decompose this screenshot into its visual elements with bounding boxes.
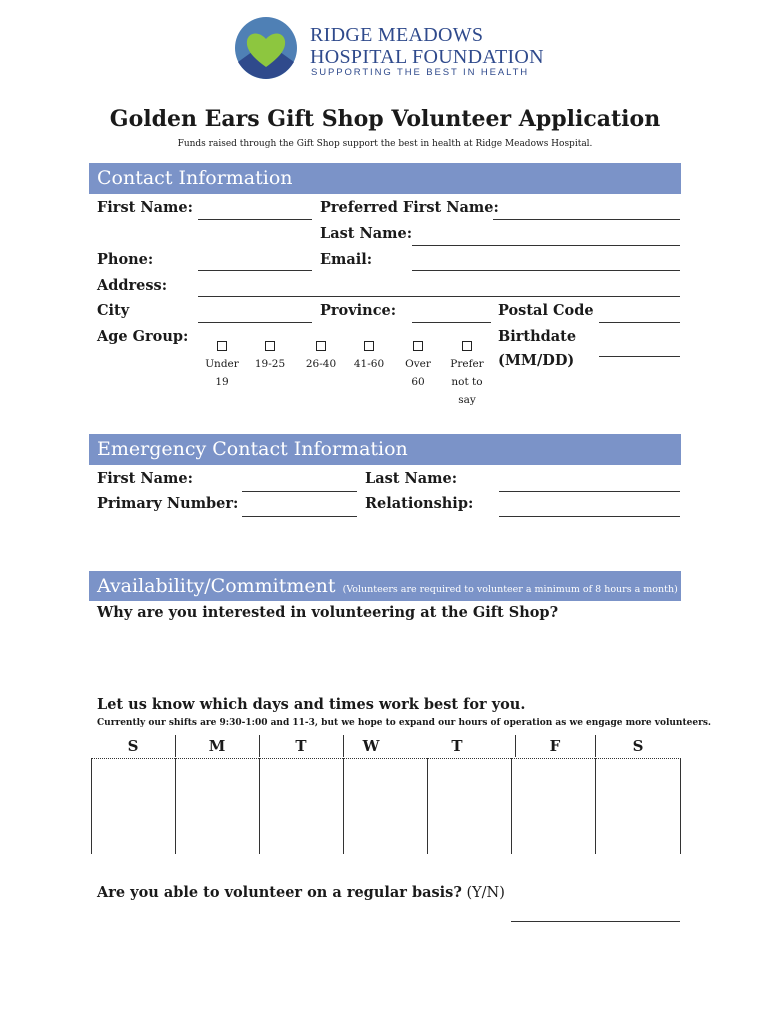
phone-label: Phone: [97, 251, 154, 268]
preferred-first-name-field[interactable] [493, 219, 680, 220]
postal-code-label: Postal Code [498, 302, 594, 319]
age-19-25-checkbox[interactable] [265, 341, 275, 351]
grid-header-divider [343, 735, 344, 757]
day-header-sunday: S [127, 737, 139, 755]
shifts-note: Currently our shifts are 9:30-1:00 and 11-3, but we hope to expand our hours of operation as we engage more volunteers. [97, 718, 712, 728]
age-41-60-checkbox[interactable] [364, 341, 374, 351]
availability-cell-saturday[interactable] [596, 759, 680, 854]
age-prefer-not-to-say-checkbox[interactable] [462, 341, 472, 351]
availability-section-title: Availability/Commitment [97, 575, 336, 597]
primary-number-field[interactable] [242, 516, 357, 517]
grid-header-divider [595, 735, 596, 757]
regular-basis-question-text: Are you able to volunteer on a regular basis? [97, 884, 462, 901]
primary-number-label: Primary Number: [97, 495, 239, 512]
age-option-under-19 [198, 355, 246, 391]
age-26-40-checkbox[interactable] [316, 341, 326, 351]
age-option-text: say [458, 394, 476, 406]
regular-basis-answer-field[interactable] [511, 921, 680, 922]
availability-cell-wednesday[interactable] [344, 759, 427, 854]
birthdate-field[interactable] [599, 356, 680, 357]
age-option-text: Prefer [450, 358, 484, 370]
age-option-19-25 [246, 355, 294, 373]
availability-cell-tuesday[interactable] [260, 759, 343, 854]
email-field[interactable] [412, 270, 680, 271]
grid-header-divider [259, 735, 260, 757]
age-option-26-40 [297, 355, 345, 373]
age-option-text: Over [405, 358, 431, 370]
age-option-text: not to [451, 376, 483, 388]
city-field[interactable] [198, 322, 312, 323]
availability-cell-monday[interactable] [176, 759, 259, 854]
age-group-label: Age Group: [97, 328, 189, 345]
relationship-field[interactable] [499, 516, 680, 517]
birthdate-format-label: (MM/DD) [498, 352, 575, 369]
interest-question: Why are you interested in volunteering at the Gift Shop? [97, 604, 559, 621]
grid-header-divider [515, 735, 516, 757]
page-title: Golden Ears Gift Shop Volunteer Application [109, 106, 661, 132]
regular-basis-question [97, 884, 505, 901]
availability-section-header [89, 571, 681, 601]
first-name-field[interactable] [198, 219, 312, 220]
age-option-text: 26-40 [305, 358, 337, 370]
preferred-first-name-label: Preferred First Name: [320, 199, 499, 216]
logo-name-line1: RIDGE MEADOWS [310, 24, 484, 46]
province-field[interactable] [412, 322, 491, 323]
postal-code-field[interactable] [599, 322, 680, 323]
regular-basis-question-suffix: (Y/N) [466, 885, 505, 901]
age-option-text: 19 [215, 376, 229, 388]
age-option-text: Under [205, 358, 239, 370]
last-name-field[interactable] [412, 245, 680, 246]
day-header-thursday: T [451, 737, 463, 755]
age-under-19-checkbox[interactable] [217, 341, 227, 351]
emergency-first-name-label: First Name: [97, 470, 193, 487]
relationship-label: Relationship: [365, 495, 474, 512]
email-label: Email: [320, 251, 373, 268]
age-option-text: 19-25 [254, 358, 286, 370]
day-header-wednesday: W [362, 737, 380, 755]
day-header-tuesday: T [295, 737, 307, 755]
age-option-text: 60 [411, 376, 425, 388]
age-option-prefer-not-to-say [443, 355, 491, 409]
logo-tagline: SUPPORTING THE BEST IN HEALTH [311, 67, 530, 78]
day-header-friday: F [549, 737, 561, 755]
emergency-first-name-field[interactable] [242, 491, 357, 492]
interest-answer-area[interactable] [97, 626, 680, 686]
page-subtitle: Funds raised through the Gift Shop support the best in health at Ridge Meadows Hospital. [177, 139, 593, 149]
foundation-logo-icon [234, 15, 298, 81]
contact-section-header [89, 163, 681, 194]
age-option-41-60 [345, 355, 393, 373]
province-label: Province: [320, 302, 397, 319]
first-name-label: First Name: [97, 199, 193, 216]
city-label: City [97, 302, 130, 319]
contact-section-title: Contact Information [97, 167, 293, 189]
emergency-section-header [89, 434, 681, 465]
grid-header-divider [175, 735, 176, 757]
last-name-label: Last Name: [320, 225, 413, 242]
address-label: Address: [97, 277, 168, 294]
logo-name-line2: HOSPITAL FOUNDATION [310, 46, 544, 68]
address-field[interactable] [198, 296, 680, 297]
age-over-60-checkbox[interactable] [413, 341, 423, 351]
availability-cell-sunday[interactable] [92, 759, 175, 854]
emergency-last-name-label: Last Name: [365, 470, 458, 487]
age-option-text: 41-60 [353, 358, 385, 370]
availability-cell-thursday[interactable] [428, 759, 511, 854]
grid-column-line [680, 758, 681, 854]
phone-field[interactable] [198, 270, 312, 271]
days-question: Let us know which days and times work best for you. [97, 696, 526, 713]
availability-cell-friday[interactable] [512, 759, 595, 854]
day-header-saturday: S [632, 737, 644, 755]
emergency-section-title: Emergency Contact Information [97, 438, 408, 460]
age-option-over-60 [394, 355, 442, 391]
day-header-monday: M [208, 737, 226, 755]
birthdate-label: Birthdate [498, 328, 577, 345]
emergency-last-name-field[interactable] [499, 491, 680, 492]
availability-note: (Volunteers are required to volunteer a minimum of 8 hours a month) [342, 584, 678, 595]
